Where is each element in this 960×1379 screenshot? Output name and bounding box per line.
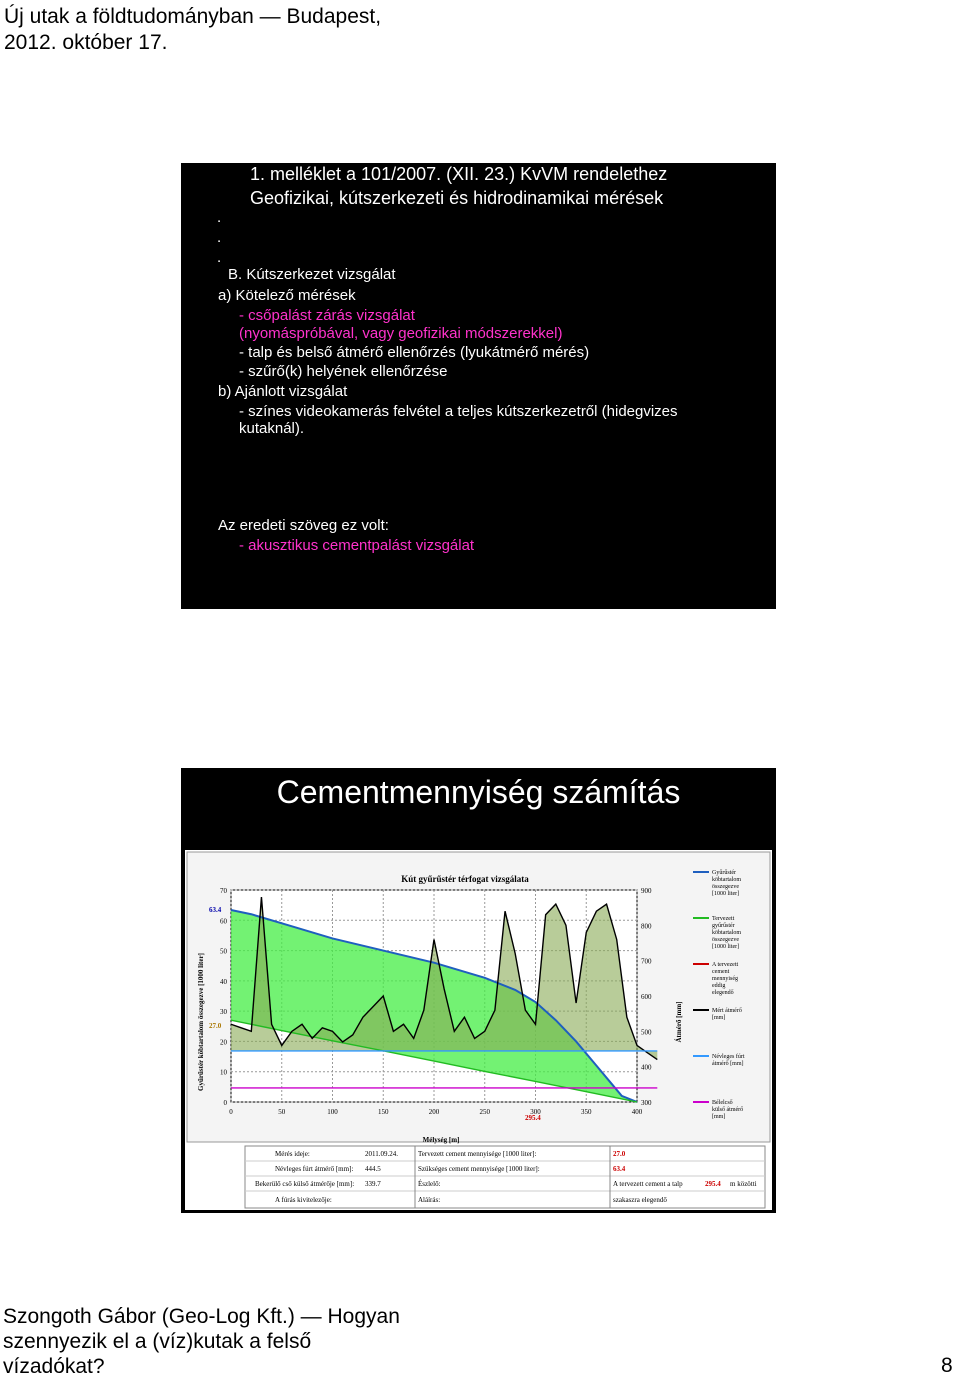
x-tick-label: 400	[631, 1108, 643, 1116]
slide1-dot-3: .	[217, 249, 222, 266]
marker-27-0: 27.0	[209, 1022, 222, 1030]
y-tick-label: 10	[220, 1068, 227, 1077]
header	[4, 4, 381, 56]
y-tick-label: 30	[220, 1008, 227, 1017]
header-line-2: 2012. október 17.	[4, 31, 168, 54]
x-tick-label: 250	[479, 1108, 490, 1116]
legend-label: Mért átmérő [mm]	[712, 1008, 742, 1021]
y-tick-label: 20	[220, 1038, 227, 1047]
y2-tick-label: 900	[641, 887, 652, 895]
table-r4-c: Aláírás:	[418, 1196, 441, 1204]
table-r1-a: Mérés ideje:	[275, 1150, 310, 1158]
legend-label: A tervezett cement mennyiség eddig elegendő	[712, 962, 739, 996]
slide1-line-video: - színes videokamerás felvétel a teljes kútszerkezetről (hidegvizes	[239, 403, 678, 420]
y-tick-label: 50	[220, 947, 227, 956]
slide1-line-acoustic: - akusztikus cementpalást vizsgálat	[239, 537, 475, 554]
slide1-line-diameter: - talp és belső átmérő ellenőrzés (lyukátmérő mérés)	[239, 344, 590, 361]
table-r3-d2: 295.4	[705, 1180, 721, 1188]
table-r2-d: 63.4	[613, 1165, 626, 1173]
page-number: 8	[941, 1354, 953, 1377]
footer	[3, 1304, 400, 1379]
header-line-1: Új utak a földtudományban ― Budapest,	[4, 5, 382, 28]
slide-2	[181, 768, 776, 1213]
x-tick-label: 0	[229, 1108, 233, 1116]
x-tick-label: 50	[278, 1108, 286, 1116]
marker-63-4: 63.4	[209, 906, 222, 914]
y2-tick-label: 600	[641, 993, 652, 1001]
slide1-line-original: Az eredeti szöveg ez volt:	[218, 517, 389, 534]
x-tick-label: 200	[428, 1108, 440, 1116]
y2-tick-label: 500	[641, 1028, 652, 1037]
legend-label: Névleges fúrt átmérő [mm]	[712, 1054, 745, 1067]
x-axis-label: Mélység [m]	[422, 1136, 460, 1144]
table-r4-d: szakaszra elegendő	[613, 1196, 667, 1204]
y-axis-label: Gyűrűstér köbtartalom összegezve [1000 liter]	[197, 953, 205, 1091]
chart-title: Kút gyűrűstér térfogat vizsgálata	[401, 874, 529, 884]
slide-1	[181, 163, 776, 609]
legend-label: Bélelcső külső átmérő [mm]	[712, 1100, 744, 1120]
y-tick-label: 70	[220, 887, 227, 895]
slide1-line-a: a) Kötelező mérések	[218, 287, 356, 304]
table-r3-a: Bekerülő cső külső átmérője [mm]:	[255, 1180, 355, 1188]
x-tick-label: 300	[530, 1108, 541, 1116]
info-table	[245, 1146, 765, 1208]
legend-label: Tervezett gyűrűstér köbtartalom összegezve [1000 liter]	[712, 916, 741, 950]
slide1-line-b-recommended: b) Ajánlott vizsgálat	[218, 383, 348, 400]
slide2-title: Cementmennyiség számítás	[276, 774, 681, 810]
table-r3-c: Észlelő:	[418, 1180, 441, 1188]
y2-axis-label: Átmérő [mm]	[675, 1001, 683, 1043]
table-r3-d1: A tervezett cement a talp	[613, 1180, 683, 1188]
y2-tick-label: 800	[641, 922, 652, 931]
y-tick-label: 0	[223, 1099, 227, 1107]
slide1-line-wells: kutaknál).	[239, 420, 305, 437]
y-tick-label: 40	[220, 977, 227, 986]
table-r2-a: Névleges fúrt átmérő [mm]:	[275, 1165, 354, 1173]
x-tick-label: 350	[581, 1108, 592, 1116]
y2-tick-label: 400	[641, 1063, 652, 1072]
slide1-dot-2: .	[217, 229, 222, 246]
footer-line-3: vízadókat?	[3, 1355, 105, 1378]
slide1-title-2: Geofizikai, kútszerkezeti és hidrodinamikai mérések	[250, 188, 664, 208]
legend-label: Gyűrűstér köbtartalom összegezve [1000 liter]	[712, 870, 741, 897]
table-r2-c: Szükséges cement mennyisége [1000 liter]:	[418, 1165, 540, 1173]
y2-tick-label: 300	[641, 1099, 652, 1107]
slide1-line-b: B. Kútszerkezet vizsgálat	[228, 266, 396, 283]
chart-panel	[185, 850, 772, 1210]
y2-tick-label: 700	[641, 957, 652, 966]
table-r1-d: 27.0	[613, 1150, 626, 1158]
table-r3-d3: m közötti	[730, 1180, 757, 1188]
y-tick-label: 60	[220, 917, 227, 926]
table-r1-c: Tervezett cement mennyisége [1000 liter]:	[418, 1150, 537, 1158]
table-r2-b: 444.5	[365, 1165, 381, 1173]
slide1-line-cement: - csőpalást zárás vizsgálat	[239, 307, 415, 324]
footer-line-1: Szongoth Gábor (Geo-Log Kft.) ― Hogyan	[3, 1305, 400, 1328]
slide1-title-1: 1. melléklet a 101/2007. (XII. 23.) KvVM rendelethez	[250, 164, 668, 184]
slide1-line-pressure: (nyomáspróbával, vagy geofizikai módszerekkel)	[239, 325, 563, 342]
table-r4-a: A fúrás kivitelezője:	[275, 1196, 332, 1204]
slide1-dot-1: .	[217, 209, 222, 226]
footer-line-2: szennyezik el a (víz)kutak a felső	[3, 1330, 312, 1353]
table-r1-b: 2011.09.24.	[365, 1150, 398, 1158]
x-tick-label: 100	[327, 1108, 338, 1116]
marker-295-4: 295.4	[525, 1114, 541, 1122]
x-tick-label: 150	[378, 1108, 389, 1116]
table-r3-b: 339.7	[365, 1180, 381, 1188]
slide1-line-filter: - szűrő(k) helyének ellenőrzése	[239, 363, 448, 380]
well-chart	[185, 850, 772, 1210]
